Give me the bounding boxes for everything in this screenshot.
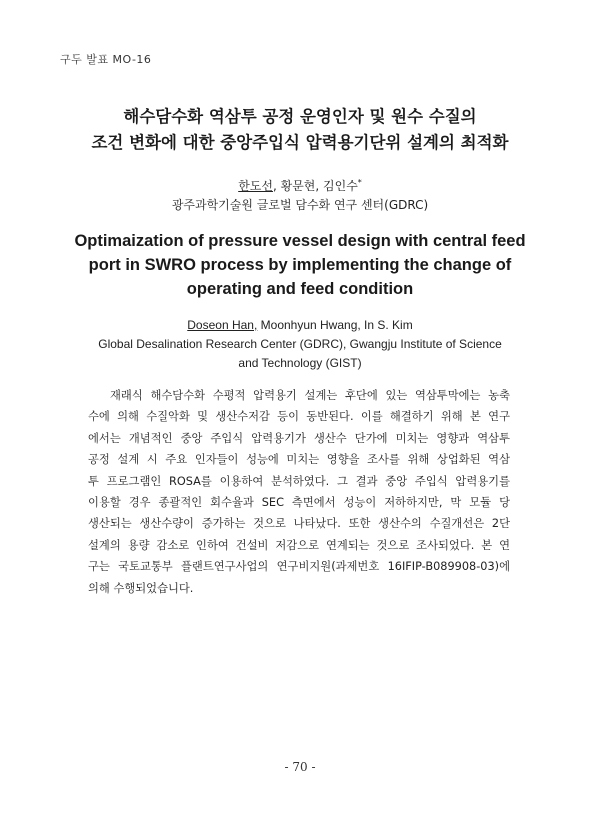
abstract-line: 생산되는 생산수량이 증가하는 것으로 나타났다. 또한 생산수의 수질개선은 2단 [88,517,510,531]
korean-title [0,104,600,156]
co-author-names: , 황문현, 김인수 [272,179,358,193]
abstract-line: 에서는 개념적인 중앙 주입식 압력용기가 생산수 단가에 미치는 영향과 역삼투 [88,431,510,445]
english-author-list [0,316,600,335]
abstract-line: 투 프로그램인 ROSA를 이용하여 분석하였다. 그 결과 중앙 주입식 압력용기를 [88,474,510,488]
korean-authors-block [0,173,600,215]
korean-author-list [0,173,600,196]
english-affiliation-line: Global Desalination Research Center (GDRC), Gwangju Institute of Science [98,337,502,351]
abstract-line: 재래식 해수담수화 수평적 압력용기 설계는 후단에 있는 역삼투막에는 농축 [110,389,510,402]
korean-title-line: 조건 변화에 대한 중앙주입식 압력용기단위 설계의 최적화 [91,133,509,152]
abstract-line: 수에 의해 수질악화 및 생산수저감 등이 동반된다. 이를 해결하기 위해 본 연구 [88,410,510,424]
presenter-name-en: Doseon Han, [187,318,258,332]
korean-title-line: 해수담수화 역삼투 공정 운영인자 및 원수 수질의 [123,107,477,126]
co-author-names-en: Moonhyun Hwang, In S. Kim [257,318,413,332]
session-label: 구두 발표 MO-16 [60,53,152,66]
abstract-line: 이용할 경우 종괄적인 회수율과 SEC 측면에서 성능이 저하하지만, 막 모듈 당 [88,496,510,510]
abstract-line: 공정 설계 시 주요 인자들이 성능에 미치는 영향을 조사를 위해 상업화된 역삼 [88,453,510,467]
english-affiliation-line: and Technology (GIST) [238,356,362,370]
english-title [0,229,600,301]
english-authors-block [0,316,600,373]
korean-affiliation: 광주과학기술원 글로벌 담수화 연구 센터(GDRC) [171,198,429,212]
corresponding-author-mark: * [357,178,362,187]
english-title-line: operating and feed condition [186,280,414,298]
abstract-line: 구는 국토교통부 플랜트연구사업의 연구비지원(과제번호 16IFIP-B089908-03)에 [88,560,510,574]
page-number: - 70 - [284,760,316,774]
abstract-line: 의해 수행되었습니다. [88,581,194,595]
english-title-line: port in SWRO process by implementing the change of [88,256,512,274]
abstract-body [88,385,510,599]
abstract-line: 설계의 용량 감소로 인하여 건설비 저감으로 연계되는 것으로 조사되었다. 본 연 [88,538,510,552]
english-title-line: Optimaization of pressure vessel design with central feed [74,232,526,250]
presenter-name: 한도선 [238,179,273,193]
